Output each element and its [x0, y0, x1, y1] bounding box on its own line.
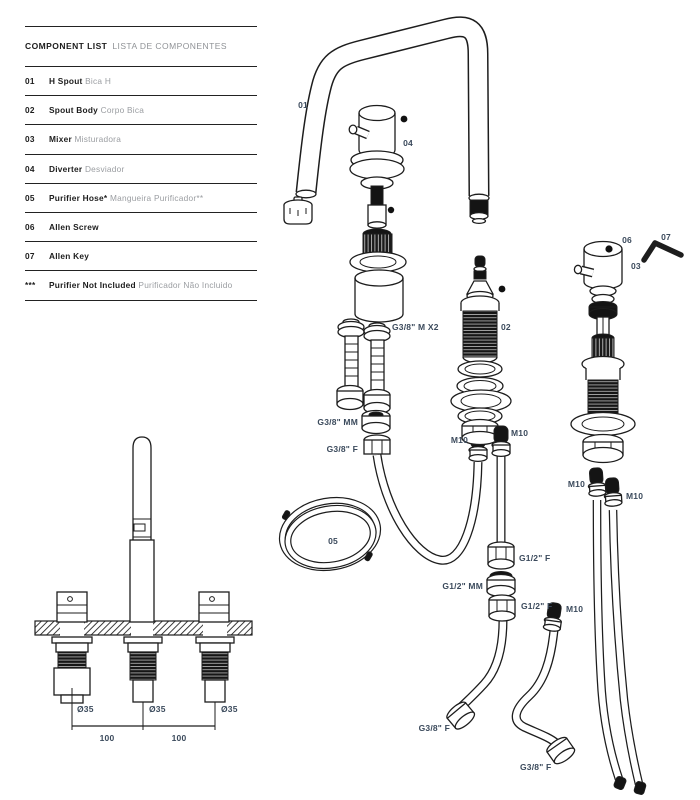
hose-u-g38f-m10 [364, 431, 487, 560]
component-num: 01 [25, 76, 35, 87]
component-name-en: Allen Screw [49, 222, 99, 233]
component-name-en: Allen Key [49, 251, 90, 262]
label-m10: M10 [626, 491, 644, 501]
component-list-title-pt: LISTA DE COMPONENTES [112, 41, 227, 51]
component-num: 02 [25, 105, 35, 116]
front-view-drawing [35, 437, 252, 730]
component-name-pt: Bica H [85, 76, 112, 87]
component-list-title-en: COMPONENT LIST [25, 41, 108, 51]
label-dim-o35: Ø35 [221, 704, 238, 714]
label-m10: M10 [511, 428, 529, 438]
h-spout-drawing [296, 27, 489, 224]
aerator-drawing [284, 197, 312, 224]
component-name-en: Purifier Not Included [49, 280, 136, 291]
mounting-bolts [337, 319, 390, 414]
component-name-en: Spout Body [49, 105, 99, 116]
label-g38f: G3/8" F [418, 723, 450, 733]
label-g12f: G1/2" F [521, 601, 553, 611]
label-m10: M10 [567, 479, 585, 489]
hose-m10-g38f [516, 602, 577, 767]
label-g12f: G1/2" F [519, 553, 551, 563]
label-m10: M10 [450, 435, 468, 445]
label-m10: M10 [566, 604, 584, 614]
label-part-01: 01 [298, 100, 308, 110]
allen-screw-dot [499, 286, 506, 293]
label-g12mm: G1/2" MM [442, 581, 483, 591]
label-g38mx2: G3/8" M X2 [392, 322, 439, 332]
component-num: 04 [25, 163, 35, 174]
component-num: 05 [25, 192, 35, 203]
adapter-g12mm [487, 572, 515, 597]
allen-key-drawing [644, 243, 681, 260]
label-part-07: 07 [661, 232, 671, 242]
label-dim-100: 100 [99, 733, 115, 743]
label-part-05: 05 [328, 536, 338, 546]
component-name-en: H Spout [49, 76, 83, 87]
spout-body-assembly [451, 256, 511, 445]
mixer-assembly [571, 242, 681, 463]
adapter-g38mm [362, 411, 390, 434]
component-name-pt: Misturadora [74, 134, 122, 145]
hose-straight-m10-g12f [488, 426, 514, 569]
component-name-en: Mixer [49, 134, 72, 145]
component-num: *** [25, 280, 36, 291]
diverter-assembly [349, 106, 406, 323]
component-name-en: Purifier Hose* [49, 192, 108, 203]
label-dim-o35: Ø35 [149, 704, 166, 714]
component-name-pt: Desviador [84, 163, 125, 174]
purifier-hose-coil [277, 493, 383, 575]
label-g38f: G3/8" F [326, 444, 358, 454]
label-part-03: 03 [631, 261, 641, 271]
component-name-pt: Purificador Não Incluido [138, 280, 233, 291]
component-num: 07 [25, 251, 35, 262]
label-dim-o35: Ø35 [77, 704, 94, 714]
component-num: 03 [25, 134, 35, 145]
label-part-06: 06 [622, 235, 632, 245]
component-num: 06 [25, 222, 35, 233]
label-part-02: 02 [501, 322, 511, 332]
component-name-en: Diverter [49, 163, 83, 174]
label-dim-100: 100 [171, 733, 187, 743]
mixer-supply-hoses [587, 467, 646, 795]
label-g38f: G3/8" F [520, 762, 552, 772]
component-name-pt: Mangueira Purificador** [109, 192, 204, 203]
label-g38mm: G3/8" MM [317, 417, 358, 427]
allen-screw-dot [401, 116, 408, 123]
hose-g12f-g38f [444, 595, 515, 732]
component-name-pt: Corpo Bica [100, 105, 145, 116]
label-part-04: 04 [403, 138, 413, 148]
